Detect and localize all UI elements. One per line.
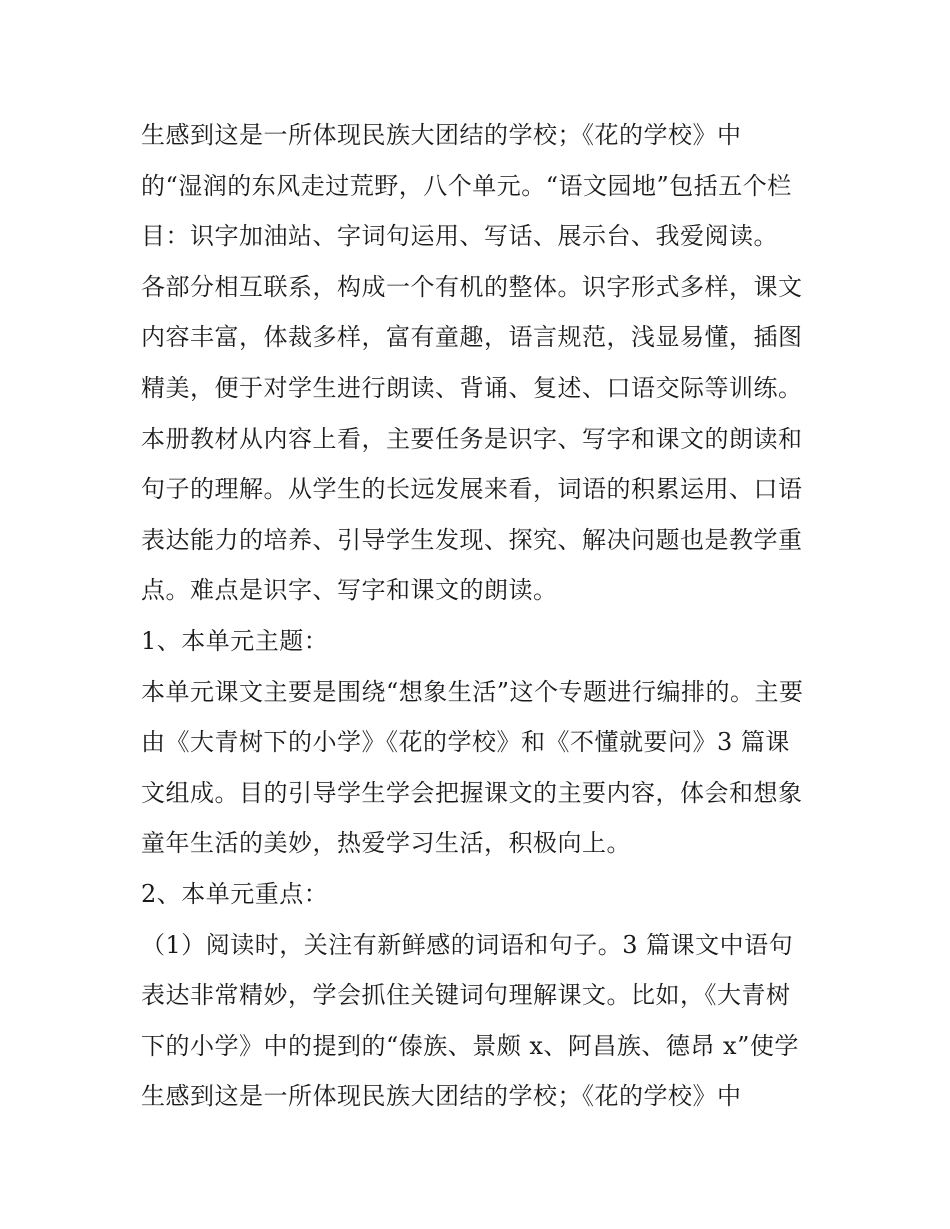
text-line: （1）阅读时，关注有新鲜感的词语和句子。3 篇课文中语句 [141, 930, 794, 959]
text-line: 生感到这是一所体现民族大团结的学校；《花的学校》中 [141, 1082, 742, 1111]
text-line: 由《大青树下的小学》《花的学校》和《不懂就要问》3 篇课 [141, 728, 790, 757]
text-line: 下的小学》中的提到的“傣族、景颇 x、阿昌族、德昂 x”使学 [141, 1031, 799, 1060]
text-line: 各部分相互联系，构成一个有机的整体。识字形式多样，课文 [141, 272, 803, 301]
text-line: 点。难点是识字、写字和课文的朗读。 [141, 576, 558, 605]
text-line: 内容丰富，体裁多样，富有童趣，语言规范，浅显易懂，插图 [141, 323, 803, 352]
section-heading: 2、本单元重点： [141, 879, 329, 908]
text-line: 本册教材从内容上看，主要任务是识字、写字和课文的朗读和 [141, 424, 803, 453]
text-line: 表达能力的培养、引导学生发现、探究、解决问题也是教学重 [141, 525, 803, 554]
text-line: 的“湿润的东风走过荒野，八个单元。“语文园地”包括五个栏 [141, 171, 792, 200]
text-line: 文组成。目的引导学生学会把握课文的主要内容，体会和想象 [141, 778, 803, 807]
text-line: 生感到这是一所体现民族大团结的学校；《花的学校》中 [141, 121, 742, 149]
text-line: 本单元课文主要是围绕“想象生活”这个专题进行编排的。主要 [141, 677, 804, 706]
text-line: 表达非常精妙，学会抓住关键词句理解课文。比如，《大青树 [141, 981, 791, 1010]
text-line: 句子的理解。从学生的长远发展来看，词语的积累运用、口语 [141, 475, 803, 504]
text-line: 童年生活的美妙，热爱学习生活，积极向上。 [141, 829, 631, 858]
text-line: 精美，便于对学生进行朗读、背诵、复述、口语交际等训练。 [141, 373, 803, 402]
text-line: 目：识字加油站、字词句运用、写话、展示台、我爱阅读。 [141, 222, 778, 251]
section-heading: 1、本单元主题： [141, 626, 329, 655]
document-body [141, 110, 821, 1122]
